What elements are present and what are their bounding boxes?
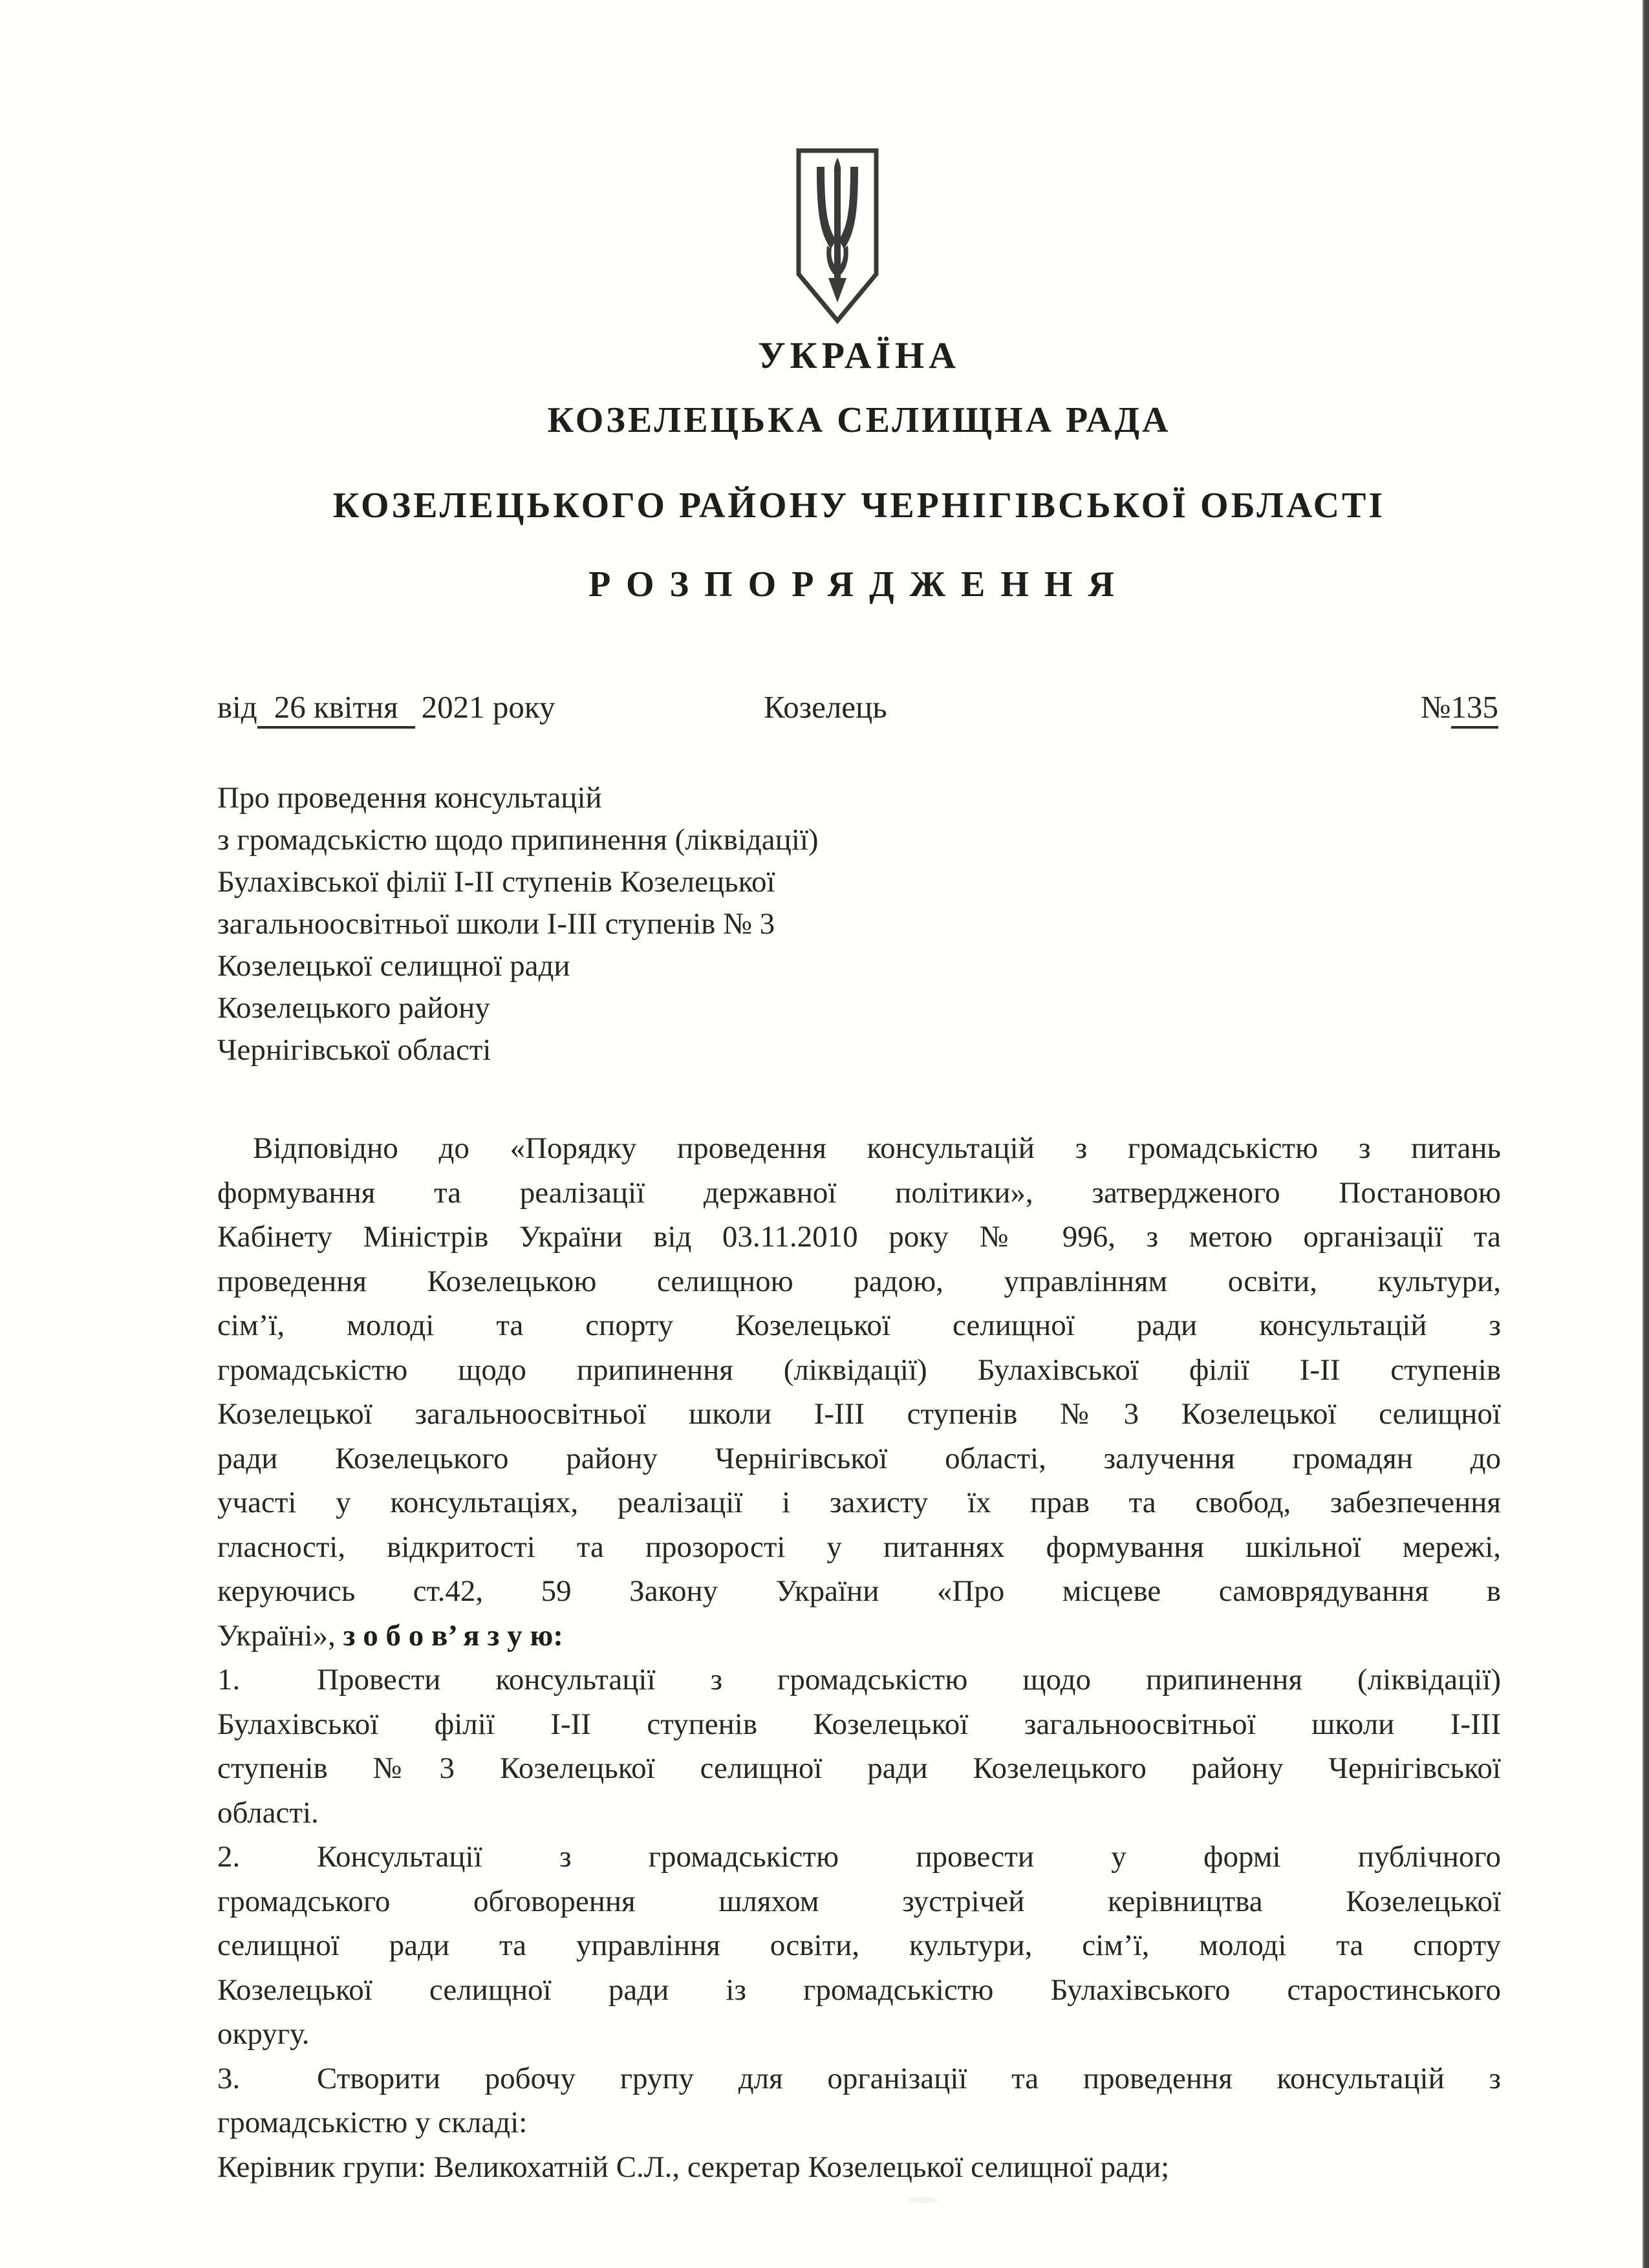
body-line: участі у консультаціях, реалізації і захисту їх прав та свобод, забезпечення: [217, 1486, 1501, 1519]
body-block: [217, 1126, 1501, 2189]
council-name: КОЗЕЛЕЦЬКА СЕЛИЩНА РАДА: [547, 400, 1171, 440]
item-number: 2.: [217, 1840, 241, 1874]
body-line: громадського обговорення шляхом зустрічей керівництва Козелецької: [217, 1884, 1501, 1918]
subject-line: Булахівської філії І-ІІ ступенів Козелецької: [217, 865, 775, 899]
body-line: гласності, відкритості та прозорості у питаннях формування шкільної мережі,: [217, 1530, 1501, 1564]
doc-place: Козелець: [764, 689, 887, 725]
body-line: округу.: [217, 2017, 310, 2051]
body-line: області.: [217, 1795, 319, 1830]
body-line: громадськістю у складі:: [217, 2106, 528, 2139]
body-line: Україні», з о б о в’ я з у ю:: [217, 1618, 563, 1653]
doc-date: [217, 689, 555, 725]
ukraine-trident-emblem-icon: [794, 147, 881, 326]
body-line: Керівник групи: Великохатній С.Л., секретар Козелецької селищної ради;: [217, 2150, 1170, 2184]
body-line: громадськістю щодо припинення (ліквідації) Булахівської філії І-ІІ ступенів: [217, 1353, 1501, 1387]
body-line: ради Козелецького району Чернігівської області, залучення громадян до: [217, 1441, 1501, 1475]
scan-smudge: [909, 2197, 938, 2203]
body-line: Відповідно до «Порядку проведення консультацій з громадськістю з питань: [253, 1131, 1501, 1165]
scanner-edge-artifact: [1643, 0, 1649, 2268]
subject-line: Про проведення консультацій: [217, 781, 602, 815]
doc-number: [1421, 684, 1498, 731]
meta-row: [217, 684, 1501, 731]
subject-line: Козелецької селищної ради: [217, 949, 570, 983]
subject-line: Козелецького району: [217, 991, 490, 1025]
item-number: 3.: [217, 2061, 241, 2095]
district-region-name: КОЗЕЛЕЦЬКОГО РАЙОНУ ЧЕРНІГІВСЬКОЇ ОБЛАСТІ: [332, 486, 1386, 526]
date-prefix: від: [217, 689, 257, 725]
subject-line: з громадськістю щодо припинення (ліквідації): [217, 823, 819, 857]
date-underlined: 26 квітня: [257, 689, 415, 729]
date-suffix: 2021 року: [421, 689, 555, 725]
body-line: ступенів №3 Козелецької селищної ради Козелецького району Чернігівської: [217, 1751, 1501, 1785]
body-line: керуючись ст.42, 59 Закону України «Про місцеве самоврядування в: [217, 1574, 1501, 1608]
body-line: селищної ради та управління освіти, культури, сім’ї, молоді та спорту: [217, 1929, 1501, 1962]
number-value: 135: [1451, 689, 1499, 729]
body-line: 1. Провести консультації з громадськістю щодо припинення (ліквідації): [217, 1658, 1501, 1702]
body-line: Козелецької селищної ради із громадськістю Булахівського старостинського: [217, 1973, 1501, 2007]
number-sign: №: [1420, 689, 1451, 725]
subject-line: Чернігівської області: [217, 1033, 491, 1067]
body-line: формування та реалізації державної політики», затвердженого Постановою: [217, 1175, 1501, 1210]
country-title: УКРАЇНА: [757, 334, 961, 376]
item-number: 1.: [217, 1663, 241, 1696]
body-line: 3. Створити робочу групу для організації та проведення консультацій з: [217, 2057, 1501, 2101]
body-line: Булахівської філії І-ІІ ступенів Козелецької загальноосвітньої школи І-ІІІ: [217, 1707, 1501, 1741]
body-line: 2. Консультації з громадськістю провести у формі публічного: [217, 1835, 1501, 1879]
body-line: Кабінету Міністрів України від 03.11.2010 року № 996, з метою організації та: [217, 1220, 1501, 1254]
subject-block: [217, 777, 1501, 1071]
body-line: сім’ї, молоді та спорту Козелецької селищної ради консультацій з: [217, 1309, 1501, 1342]
document-type-title: РОЗПОРЯДЖЕННЯ: [588, 564, 1130, 604]
subject-line: загальноосвітньої школи І-ІІІ ступенів № 3: [217, 907, 775, 941]
body-line: Козелецької загальноосвітньої школи І-ІІІ ступенів №3 Козелецької селищної: [217, 1397, 1501, 1431]
body-line: проведення Козелецькою селищною радою, управлінням освіти, культури,: [217, 1264, 1501, 1298]
